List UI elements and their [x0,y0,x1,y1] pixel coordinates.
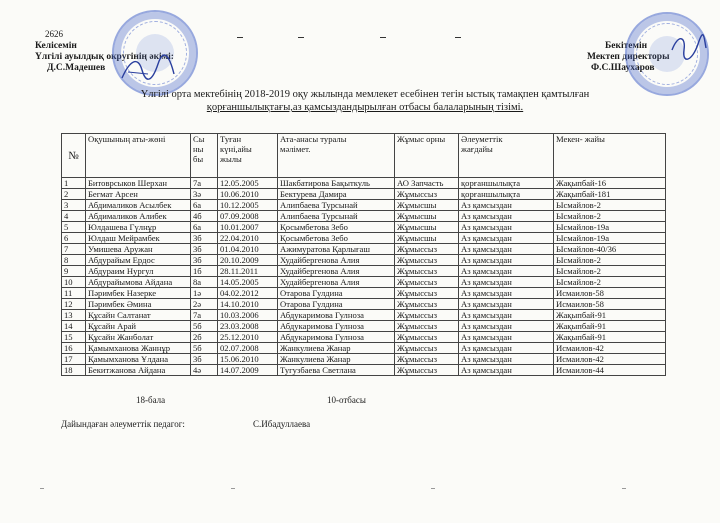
children-count: 18-бала [136,395,166,405]
cell-workplace: Жұмысшы [395,233,459,244]
cell-class: 3ә [191,189,218,200]
cell-workplace: Жұмыссыз [395,332,459,343]
cell-class: 3б [191,233,218,244]
cell-address: Ысмайлов-2 [554,277,666,288]
header-dash [298,37,304,38]
cell-address: Исмаилов-44 [554,365,666,376]
cell-address: Ысмайлов-2 [554,266,666,277]
cell-address: Ысмайлов-19а [554,233,666,244]
cell-social-status: Аз қамсыздан [459,244,554,255]
cell-class: 5б [191,343,218,354]
cell-student-name: Абдураим Нургул [86,266,191,277]
cell-parent: Тугузбаева Светлана [278,365,395,376]
cell-social-status: Аз қамсыздан [459,365,554,376]
cell-student-name: Қамымханова Жаннұр [86,343,191,354]
cell-birth-date: 01.04.2010 [218,244,278,255]
cell-parent: Бектурева Дамира [278,189,395,200]
column-header-name: Оқушының аты-жөні [86,134,191,178]
table-row [62,288,666,299]
cell-class: 4б [191,211,218,222]
cell-number: 15 [62,332,86,343]
cell-birth-date: 10.03.2006 [218,310,278,321]
cell-workplace: Жұмыссыз [395,343,459,354]
cell-student-name: Қамымханова Ұлдана [86,354,191,365]
table-row [62,200,666,211]
table-row [62,354,666,365]
cell-student-name: Пәримбек Әмина [86,299,191,310]
cell-number: 2 [62,189,86,200]
table-row [62,321,666,332]
cell-workplace: АО Запчасть [395,178,459,189]
prepared-by-label: Дайындаған әлеуметтік педагог: [61,419,185,429]
scan-mark [40,488,44,489]
cell-number: 12 [62,299,86,310]
title-line-1: Үлгілі орта мектебінің 2018-2019 оқу жылында мемлекет есебінен тегін ыстық тамақпен қамтылған [140,89,590,100]
column-header-social-status: Әлеуметтік жағдайы [459,134,554,178]
table-row [62,233,666,244]
signature-right [668,30,708,64]
cell-birth-date: 25.12.2010 [218,332,278,343]
cell-workplace: Жұмысшы [395,211,459,222]
cell-parent: Абдукаримова Гулноза [278,332,395,343]
cell-workplace: Жұмыссыз [395,299,459,310]
cell-address: Жақыпбай-91 [554,332,666,343]
table-row [62,178,666,189]
cell-number: 18 [62,365,86,376]
cell-number: 13 [62,310,86,321]
cell-social-status: Аз қамсыздан [459,310,554,321]
signature-left [118,52,178,86]
cell-social-status: Аз қамсыздан [459,321,554,332]
table-row [62,299,666,310]
scan-mark [431,488,435,489]
table-row [62,343,666,354]
cell-number: 9 [62,266,86,277]
cell-birth-date: 10.01.2007 [218,222,278,233]
cell-class: 3б [191,354,218,365]
approval-right-signatory: Ф.С.Шаухаров [591,63,655,73]
cell-number: 4 [62,211,86,222]
cell-class: 2ә [191,299,218,310]
cell-birth-date: 22.04.2010 [218,233,278,244]
cell-social-status: қорғаншылықта [459,189,554,200]
table-row [62,332,666,343]
cell-number: 10 [62,277,86,288]
cell-address: Исмаилов-58 [554,288,666,299]
approval-right-position: Мектеп директоры [587,52,670,62]
cell-parent: Отарова Гулдина [278,299,395,310]
cell-social-status: Аз қамсыздан [459,266,554,277]
cell-workplace: Жұмыссыз [395,354,459,365]
cell-social-status: Аз қамсыздан [459,343,554,354]
header-dash [380,37,386,38]
cell-class: 3б [191,244,218,255]
cell-address: Жақыпбай-91 [554,310,666,321]
cell-class: 8а [191,277,218,288]
column-header-birth-date: Туған күні,айы жылы [218,134,278,178]
cell-birth-date: 10.12.2005 [218,200,278,211]
cell-parent: Худайбергенова Алия [278,277,395,288]
cell-birth-date: 02.07.2008 [218,343,278,354]
cell-birth-date: 20.10.2009 [218,255,278,266]
cell-student-name: Пәримбек Назерке [86,288,191,299]
cell-workplace: Жұмыссыз [395,288,459,299]
table-row [62,266,666,277]
cell-student-name: Абдурайым Ердос [86,255,191,266]
cell-workplace: Жұмыссыз [395,244,459,255]
header-dash [237,37,243,38]
header-dash [455,37,461,38]
cell-birth-date: 12.05.2005 [218,178,278,189]
cell-workplace: Жұмыссыз [395,255,459,266]
cell-workplace: Жұмыссыз [395,365,459,376]
cell-social-status: Аз қамсыздан [459,233,554,244]
cell-student-name: Умишева Аружан [86,244,191,255]
cell-class: 7а [191,310,218,321]
approval-left-position: Үлгілі ауылдық округінің әкімі: [35,52,174,62]
cell-parent: Алипбаева Турсынай [278,200,395,211]
cell-number: 5 [62,222,86,233]
cell-address: Исмаилов-42 [554,343,666,354]
prepared-by-name: С.Ибадуллаева [253,419,311,429]
cell-student-name: Абдималиков Асылбек [86,200,191,211]
cell-birth-date: 15.06.2010 [218,354,278,365]
cell-address: Жақыпбай-91 [554,321,666,332]
table-row [62,244,666,255]
column-header-number: № [62,134,86,178]
cell-class: 1б [191,266,218,277]
cell-parent: Қосымбетова Зебо [278,222,395,233]
cell-parent: Отарова Гулдина [278,288,395,299]
table-row [62,365,666,376]
cell-number: 11 [62,288,86,299]
cell-workplace: Жұмысшы [395,222,459,233]
cell-parent: Жанкулиева Жанар [278,343,395,354]
column-header-address: Мекен- жайы [554,134,666,178]
cell-birth-date: 14.10.2010 [218,299,278,310]
cell-social-status: Аз қамсыздан [459,255,554,266]
cell-parent: Алипбаева Турсынай [278,211,395,222]
cell-parent: Қосымбетова Зебо [278,233,395,244]
cell-student-name: Юлдашева Гүлнұр [86,222,191,233]
cell-address: Жақыпбай-181 [554,189,666,200]
cell-class: 1ә [191,288,218,299]
students-table [61,133,666,376]
cell-student-name: Абдурайымова Айдана [86,277,191,288]
cell-student-name: Бекитжанова Айдана [86,365,191,376]
title-line-2: қорғаншылықтағы,аз қамсыздандырылған отбасы балаларының тізімі. [206,102,524,113]
cell-class: 3б [191,255,218,266]
cell-social-status: Аз қамсыздан [459,354,554,365]
cell-birth-date: 04.02.2012 [218,288,278,299]
cell-social-status: Аз қамсыздан [459,222,554,233]
cell-class: 4ә [191,365,218,376]
cell-birth-date: 14.07.2009 [218,365,278,376]
table-header-row [62,134,666,178]
scan-mark [231,488,235,489]
table-row [62,222,666,233]
cell-birth-date: 10.06.2010 [218,189,278,200]
cell-number: 17 [62,354,86,365]
cell-number: 8 [62,255,86,266]
cell-parent: Ажимуратова Қарлығаш [278,244,395,255]
document-title [100,88,630,114]
cell-parent: Худайбергенова Алия [278,255,395,266]
cell-parent: Жанкулиева Жанар [278,354,395,365]
table-row [62,189,666,200]
cell-social-status: Аз қамсыздан [459,299,554,310]
cell-number: 14 [62,321,86,332]
approval-right-title: Бекітемін [605,41,648,51]
scan-mark [622,488,626,489]
cell-class: 7а [191,178,218,189]
cell-number: 16 [62,343,86,354]
cell-student-name: Юлдаш Мейрамбек [86,233,191,244]
cell-class: 5б [191,321,218,332]
approval-left-title: Келісемін [35,41,77,51]
table-row [62,255,666,266]
cell-address: Ысмайлов-19а [554,222,666,233]
cell-birth-date: 23.03.2008 [218,321,278,332]
cell-birth-date: 14.05.2005 [218,277,278,288]
column-header-parents: Ата-анасы туралы мәлімет. [278,134,395,178]
families-count: 10-отбасы [327,395,366,405]
cell-class: 6а [191,200,218,211]
cell-student-name: Абдималиков Алибек [86,211,191,222]
cell-parent: Шакбатирова Бақыткуль [278,178,395,189]
cell-workplace: Жұмыссыз [395,310,459,321]
cell-workplace: Жұмыссыз [395,189,459,200]
cell-address: Ысмайлов-40/36 [554,244,666,255]
cell-student-name: Бегмат Арсен [86,189,191,200]
cell-workplace: Жұмыссыз [395,321,459,332]
cell-workplace: Жұмыссыз [395,277,459,288]
cell-student-name: Құсайн Жанболат [86,332,191,343]
cell-social-status: Аз қамсыздан [459,277,554,288]
approval-left-signatory: Д.С.Мадешев [47,63,106,73]
table-row [62,211,666,222]
cell-class: 6а [191,222,218,233]
cell-student-name: Құсайн Арай [86,321,191,332]
cell-address: Исмаилов-42 [554,354,666,365]
cell-number: 7 [62,244,86,255]
cell-social-status: Аз қамсыздан [459,211,554,222]
column-header-class: Сы ны бы [191,134,218,178]
cell-workplace: Жұмысшы [395,200,459,211]
cell-birth-date: 07.09.2008 [218,211,278,222]
cell-student-name: Құсайн Салтанат [86,310,191,321]
cell-workplace: Жұмыссыз [395,266,459,277]
cell-address: Ысмайлов-2 [554,200,666,211]
cell-social-status: Аз қамсыздан [459,200,554,211]
cell-number: 1 [62,178,86,189]
cell-number: 3 [62,200,86,211]
cell-social-status: Аз қамсыздан [459,288,554,299]
cell-address: Исмаилов-58 [554,299,666,310]
cell-parent: Худайбергенова Алия [278,266,395,277]
table-row [62,277,666,288]
cell-student-name: Битоврсыков Шерхан [86,178,191,189]
document-number: 2626 [45,29,63,39]
cell-social-status: Аз қамсыздан [459,332,554,343]
cell-social-status: қорғаншылықта [459,178,554,189]
cell-number: 6 [62,233,86,244]
cell-address: Жақыпбай-16 [554,178,666,189]
table-row [62,310,666,321]
cell-address: Ысмайлов-2 [554,255,666,266]
cell-class: 2б [191,332,218,343]
column-header-workplace: Жұмыс орны [395,134,459,178]
cell-parent: Абдукаримова Гулноза [278,321,395,332]
cell-address: Ысмайлов-2 [554,211,666,222]
cell-parent: Абдукаримова Гулноза [278,310,395,321]
cell-birth-date: 28.11.2011 [218,266,278,277]
